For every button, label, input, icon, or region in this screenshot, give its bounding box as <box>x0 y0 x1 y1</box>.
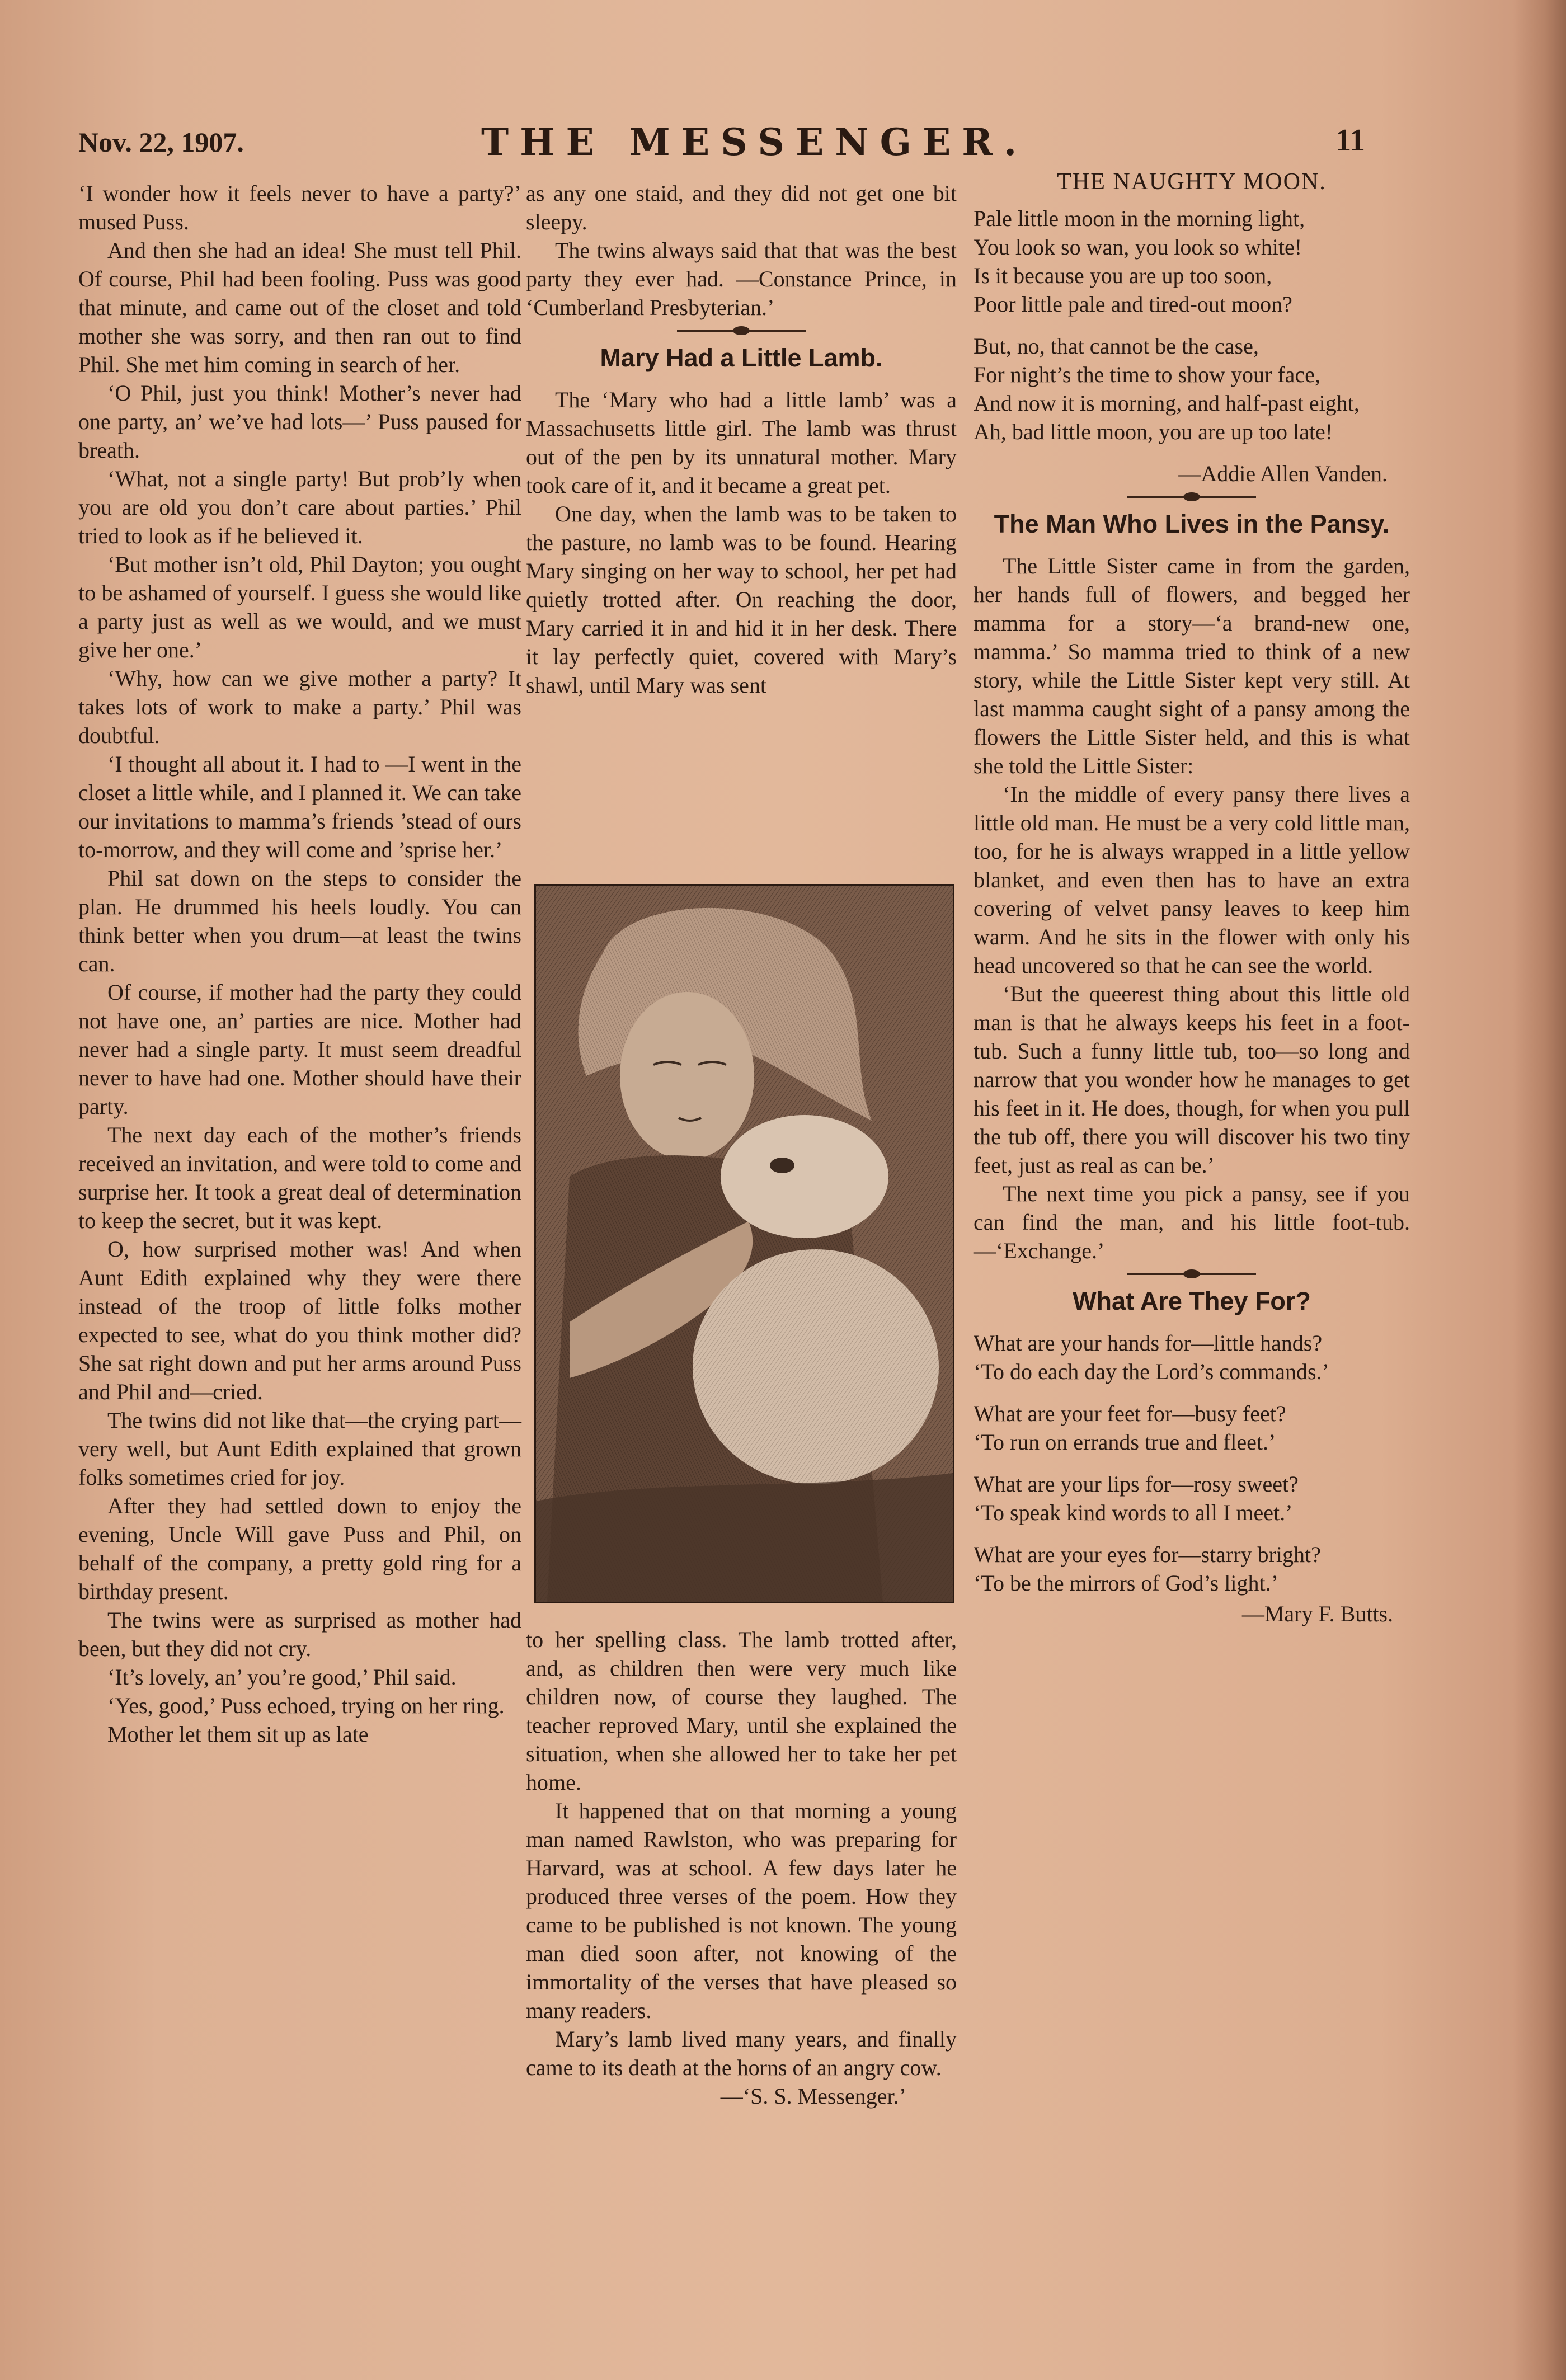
issue-date: Nov. 22, 1907. <box>78 126 244 158</box>
poem-line: What are your lips for—rosy sweet? <box>974 1471 1299 1497</box>
poem-line: What are your hands for—little hands? <box>974 1330 1323 1356</box>
paragraph: O, how surprised mother was! And when Aunt Edith explained why they were there instead of the troop of little folks mother expected to see, what do you think mother did? She sat right down and put her arms around Puss and Phil and—cried. <box>78 1236 521 1404</box>
column-1 <box>78 179 521 1748</box>
page-header <box>78 120 1365 171</box>
engraving-image <box>536 886 953 1602</box>
poem-line: Is it because you are up too soon, <box>974 263 1272 288</box>
paragraph: Of course, if mother had the party they could not have one, an’ parties are nice. Mother had never had a single party. It must seem dreadful never to have had one. Mother should have their party. <box>78 980 521 1119</box>
paragraph: ‘Yes, good,’ Puss echoed, trying on her ring. <box>107 1693 505 1718</box>
section-divider <box>677 330 806 332</box>
story-title-pansy: The Man Who Lives in the Pansy. <box>994 510 1390 538</box>
poem-line: And now it is morning, and half-past eight, <box>974 391 1360 416</box>
poem-line: Poor little pale and tired-out moon? <box>974 291 1292 317</box>
poem-line: Pale little moon in the morning light, <box>974 206 1305 231</box>
paragraph: Mother let them sit up as late <box>107 1721 369 1747</box>
paragraph: ‘But mother isn’t old, Phil Dayton; you ought to be ashamed of yourself. I guess she would like a party just as well as we would, and we must give her one.’ <box>78 552 521 662</box>
poem-author: —Mary F. Butts. <box>1241 1601 1393 1626</box>
paragraph: ‘In the middle of every pansy there lives a little old man. He must be a very cold little man, too, for he is always wrapped in a little yellow blanket, and even then has to have an extra covering of velvet pansy leaves to keep him warm. And he sits in the flower with only his head uncovered so that he can see the world. <box>974 782 1410 978</box>
poem-line: But, no, that cannot be the case, <box>974 333 1259 359</box>
poem-title-what-are-they-for: What Are They For? <box>1073 1287 1311 1315</box>
poem-naughty-moon <box>974 204 1410 446</box>
column-3 <box>974 168 1410 1628</box>
paragraph: The twins did not like that—the crying part—very well, but Aunt Edith explained that grown folks sometimes cried for joy. <box>78 1408 521 1490</box>
paragraph: The next time you pick a pansy, see if you can find the man, and his little foot-tub.—‘Exchange.’ <box>974 1181 1410 1263</box>
poem-line: For night’s the time to show your face, <box>974 362 1320 387</box>
paragraph: The ‘Mary who had a little lamb’ was a Massachusetts little girl. The lamb was thrust out of the pen by its unnatural mother. Mary took care of it, and it became a great pet. <box>526 387 957 498</box>
page-number: 11 <box>1335 123 1365 158</box>
poem-line: What are your eyes for—starry bright? <box>974 1542 1321 1567</box>
poem-line: What are your feet for—busy feet? <box>974 1401 1286 1426</box>
paragraph: ‘O Phil, just you think! Mother’s never had one party, an’ we’ve had lots—’ Puss paused for breath. <box>78 380 521 463</box>
column-2-top <box>526 179 957 699</box>
poem-line: Ah, bad little moon, you are up too late! <box>974 419 1333 444</box>
paragraph: ‘I thought all about it. I had to —I went in the closet a little while, and I planned it. We can take our invitations to mamma’s friends ’stead of ours to-morrow, and they will come and ’sprise her.’ <box>78 751 521 862</box>
paragraph: ‘But the queerest thing about this little old man is that he always keeps his feet in a foot-tub. Such a funny little tub, too—so long and narrow that you wonder how he manages to get his feet in it. He does, though, for when you pull the tub off, there you will discover his two tiny feet, just as real as can be.’ <box>974 981 1410 1178</box>
paragraph: One day, when the lamb was to be taken to the pasture, no lamb was to be found. Hearing Mary singing on her way to school, her pet had quietly trotted after. On reaching the door, Mary carried it in and hid it in her desk. There it lay perfectly quiet, covered with Mary’s shawl, until Mary was sent <box>526 501 957 698</box>
attribution: —‘S. S. Messenger.’ <box>720 2083 906 2109</box>
paragraph: to her spelling class. The lamb trotted after, and, as children then were very much like children now, of course they laughed. The teacher reproved Mary, until she explained the situation, when she allowed her to take her pet home. <box>526 1627 957 1795</box>
page-edge-shadow <box>1513 0 1566 2380</box>
poem-line: ‘To run on errands true and fleet.’ <box>974 1429 1276 1455</box>
column-2-bottom <box>526 1625 957 2110</box>
paragraph: And then she had an idea! She must tell Phil. Of course, Phil had been fooling. Puss was good that minute, and came out of the closet and told mother she was sorry, and then ran out to find Phil. She met him coming in search of her. <box>78 238 521 377</box>
poem-line: You look so wan, you look so white! <box>974 234 1302 260</box>
poem-title-naughty-moon: THE NAUGHTY MOON. <box>1057 169 1327 195</box>
poem-line: ‘To do each day the Lord’s commands.’ <box>974 1359 1329 1384</box>
paragraph: ‘What, not a single party! But prob’ly when you are old you don’t care about parties.’ Phil tried to look as if he believed it. <box>78 466 521 548</box>
paragraph: as any one staid, and they did not get one bit sleepy. <box>526 181 957 234</box>
paragraph: Phil sat down on the steps to consider the plan. He drummed his heels loudly. You can think better when you drum—at least the twins can. <box>78 866 521 976</box>
paragraph: The next day each of the mother’s friends received an invitation, and were told to come and surprise her. It took a great deal of determination to keep the secret, but it was kept. <box>78 1122 521 1233</box>
paragraph: ‘I wonder how it feels never to have a party?’ mused Puss. <box>78 181 521 234</box>
masthead-title: THE MESSENGER. <box>481 120 1028 164</box>
poem-what-are-they-for <box>974 1329 1410 1597</box>
girl-with-lamb-illustration <box>534 884 954 1603</box>
paragraph: After they had settled down to enjoy the evening, Uncle Will gave Puss and Phil, on behalf of the company, a pretty gold ring for a birthday present. <box>78 1493 521 1604</box>
poem-line: ‘To speak kind words to all I meet.’ <box>974 1500 1293 1525</box>
paragraph: Mary’s lamb lived many years, and finally came to its death at the horns of an angry cow. <box>526 2026 957 2080</box>
article-title-mary-lamb: Mary Had a Little Lamb. <box>600 344 883 372</box>
section-divider <box>1127 1273 1256 1275</box>
paragraph: ‘It’s lovely, an’ you’re good,’ Phil said. <box>107 1664 457 1690</box>
poem-author: —Addie Allen Vanden. <box>1178 461 1388 486</box>
section-divider <box>1127 496 1256 498</box>
paragraph: The twins always said that that was the best party they ever had. —Constance Prince, in ‘Cumberland Presbyterian.’ <box>526 238 957 320</box>
paragraph: The twins were as surprised as mother had been, but they did not cry. <box>78 1607 521 1661</box>
paragraph: It happened that on that morning a young man named Rawlston, who was preparing for Harvard, was at school. A few days later he produced three verses of the poem. How they came to be published is not known. The young man died soon after, not knowing of the immortality of the verses that have pleased so many readers. <box>526 1798 957 2023</box>
paragraph: ‘Why, how can we give mother a party? It takes lots of work to make a party.’ Phil was doubtful. <box>78 666 521 748</box>
poem-line: ‘To be the mirrors of God’s light.’ <box>974 1570 1278 1596</box>
paragraph: The Little Sister came in from the garden, her hands full of flowers, and begged her mamma for a story—‘a brand-new one, mamma.’ So mamma tried to think of a new story, while the Little Sister kept very still. At last mamma caught sight of a pansy among the flowers the Little Sister held, and this is what she told the Little Sister: <box>974 553 1410 778</box>
